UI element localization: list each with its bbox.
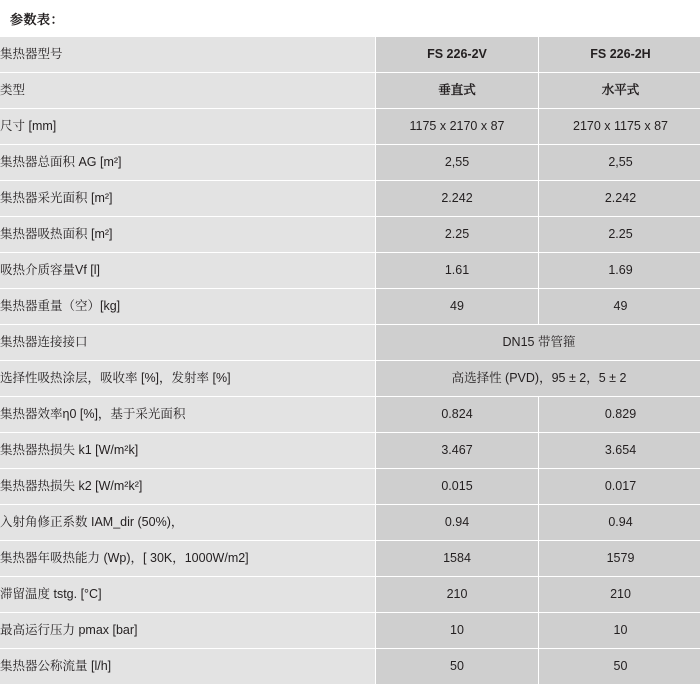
table-row — [0, 613, 700, 649]
table-row — [0, 505, 700, 541]
row-value-h: 0.017 — [539, 469, 700, 505]
row-value-v: 2.25 — [376, 217, 539, 253]
row-value-h: 50 — [539, 649, 700, 685]
table-row — [0, 181, 700, 217]
table-row — [0, 325, 700, 361]
row-value-v: 垂直式 — [376, 73, 539, 109]
table-row — [0, 145, 700, 181]
row-value-v: 50 — [376, 649, 539, 685]
row-label: 集热器效率η0 [%]，基于采光面积 — [0, 397, 376, 433]
row-value-h: 3.654 — [539, 433, 700, 469]
row-value-h: 0.829 — [539, 397, 700, 433]
row-label: 集热器热损失 k1 [W/m²k] — [0, 433, 376, 469]
row-value-v: 0.94 — [376, 505, 539, 541]
table-row — [0, 37, 700, 73]
row-label: 类型 — [0, 73, 376, 109]
row-label: 吸热介质容量Vf [l] — [0, 253, 376, 289]
table-row — [0, 361, 700, 397]
row-value-v: 0.015 — [376, 469, 539, 505]
row-label: 集热器吸热面积 [m²] — [0, 217, 376, 253]
table-row — [0, 433, 700, 469]
row-value-h: 2170 x 1175 x 87 — [539, 109, 700, 145]
row-value-v: FS 226-2V — [376, 37, 539, 73]
row-value-h: 2.25 — [539, 217, 700, 253]
table-row — [0, 217, 700, 253]
row-label: 最高运行压力 pmax [bar] — [0, 613, 376, 649]
row-label: 集热器年吸热能力 (Wp)，[ 30K，1000W/m2] — [0, 541, 376, 577]
table-row — [0, 253, 700, 289]
row-label: 集热器热损失 k2 [W/m²k²] — [0, 469, 376, 505]
row-label: 集热器总面积 AG [m²] — [0, 145, 376, 181]
table-row — [0, 469, 700, 505]
row-label: 集热器公称流量 [l/h] — [0, 649, 376, 685]
row-label: 集热器连接接口 — [0, 325, 376, 361]
row-value-v: 0.824 — [376, 397, 539, 433]
row-label: 集热器型号 — [0, 37, 376, 73]
row-label: 滞留温度 tstg. [°C] — [0, 577, 376, 613]
row-value-h: 49 — [539, 289, 700, 325]
row-value-v: 2.242 — [376, 181, 539, 217]
row-label: 集热器采光面积 [m²] — [0, 181, 376, 217]
row-value-h: 水平式 — [539, 73, 700, 109]
row-value-v: 49 — [376, 289, 539, 325]
table-row — [0, 649, 700, 685]
row-value-h: 2,55 — [539, 145, 700, 181]
table-row — [0, 541, 700, 577]
row-label: 集热器重量（空）[kg] — [0, 289, 376, 325]
row-value-v: 1584 — [376, 541, 539, 577]
row-value-v: 10 — [376, 613, 539, 649]
specification-table — [0, 36, 700, 685]
table-row — [0, 577, 700, 613]
row-value-h: 0.94 — [539, 505, 700, 541]
row-label: 尺寸 [mm] — [0, 109, 376, 145]
row-value-h: 1579 — [539, 541, 700, 577]
table-row — [0, 109, 700, 145]
row-value-h: 10 — [539, 613, 700, 649]
row-value-v: 1.61 — [376, 253, 539, 289]
row-value-h: 2.242 — [539, 181, 700, 217]
row-value-v: 1175 x 2170 x 87 — [376, 109, 539, 145]
table-row — [0, 397, 700, 433]
row-label: 选择性吸热涂层，吸收率 [%]，发射率 [%] — [0, 361, 376, 397]
row-value-merged: 高选择性 (PVD)，95 ± 2，5 ± 2 — [376, 361, 700, 397]
table-row — [0, 289, 700, 325]
row-value-v: 3.467 — [376, 433, 539, 469]
row-value-merged: DN15 带管箍 — [376, 325, 700, 361]
table-row — [0, 73, 700, 109]
row-value-h: 1.69 — [539, 253, 700, 289]
row-value-v: 210 — [376, 577, 539, 613]
row-value-v: 2,55 — [376, 145, 539, 181]
row-value-h: FS 226-2H — [539, 37, 700, 73]
page-title: 参数表： — [10, 12, 65, 27]
row-label: 入射角修正系数 IAM_dir (50%)， — [0, 505, 376, 541]
row-value-h: 210 — [539, 577, 700, 613]
